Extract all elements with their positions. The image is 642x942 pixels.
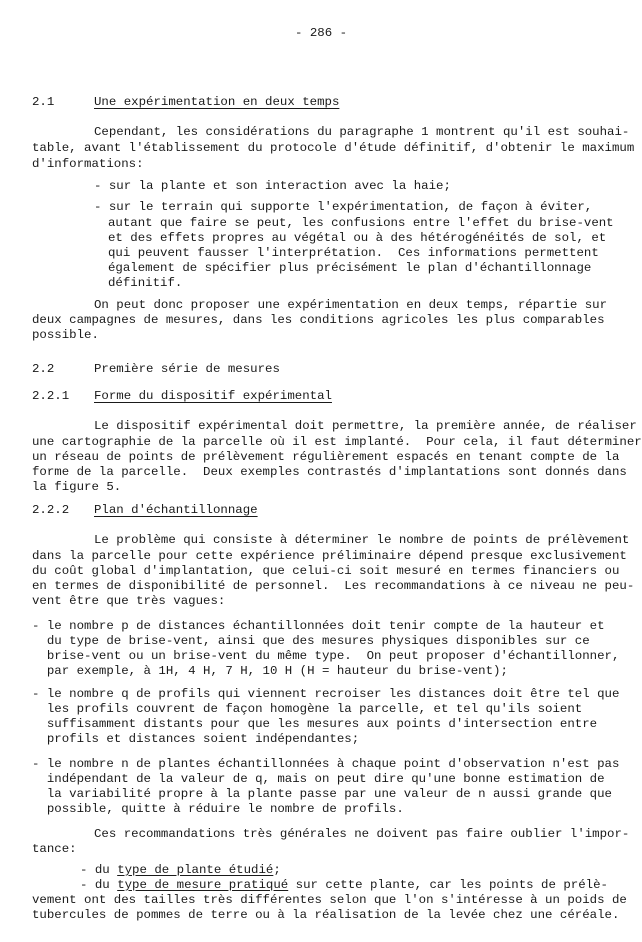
paragraph-line: tance: <box>32 842 77 856</box>
bullet-line: possible, quitte à réduire le nombre de profils. <box>32 802 404 816</box>
bullet-line: la variabilité propre à la plante passe par une valeur de n aussi grande que <box>32 787 612 801</box>
section-number: 2.2 <box>32 362 55 376</box>
bullet-line: du type de brise-vent, ainsi que des mesures physiques disponibles sur ce <box>32 634 590 648</box>
bullet-line: également de spécifier plus précisément le plan d'échantillonnage <box>108 261 592 275</box>
section-title: Première série de mesures <box>94 362 280 376</box>
bullet-line: - le nombre p de distances échantillonnées doit tenir compte de la hauteur et <box>32 619 605 633</box>
paragraph-line: Ces recommandations très générales ne doivent pas faire oublier l'impor- <box>94 827 630 841</box>
dash-item-line <box>80 864 281 876</box>
paragraph-line: tubercules de pommes de terre ou à la réalisation de la levée chez une céréale. <box>32 908 620 922</box>
dash-item-line <box>80 879 608 891</box>
paragraph-line: Cependant, les considérations du paragraphe 1 montrent qu'il est souhai- <box>94 125 630 139</box>
dash-prefix: - du <box>80 878 118 892</box>
page-number: - 286 - <box>294 26 348 40</box>
paragraph-line: du coût global d'implantation, que celui-ci soit mesuré en termes financiers ou <box>32 564 620 578</box>
dash-suffix: ; <box>273 863 281 877</box>
section-title: Forme du dispositif expérimental <box>94 389 332 403</box>
paragraph-line: deux campagnes de mesures, dans les conditions agricoles les plus comparables <box>32 313 605 327</box>
section-number: 2.2.2 <box>32 503 70 517</box>
paragraph-line: une cartographie de la parcelle où il est implanté. Pour cela, il faut déterminer <box>32 435 642 449</box>
dash-suffix: sur cette plante, car les points de prélè- <box>288 878 608 892</box>
paragraph-line: la figure 5. <box>32 480 122 494</box>
bullet-line: profils et distances soient indépendantes; <box>32 732 360 746</box>
section-number: 2.1 <box>32 95 55 109</box>
bullet-line: indépendant de la valeur de q, mais on peut dire qu'une bonne estimation de <box>32 772 605 786</box>
bullet-line: définitif. <box>108 276 183 290</box>
paragraph-line: vement ont des tailles très différentes selon que l'on s'intéresse à un poids de <box>32 893 627 907</box>
paragraph-line: possible. <box>32 328 99 342</box>
section-2-2-heading <box>32 362 280 376</box>
bullet-line: - le nombre q de profils qui viennent recroiser les distances doit être tel que <box>32 687 620 701</box>
section-2-2-2-heading <box>32 503 258 517</box>
underlined-term: type de mesure pratiqué <box>117 878 289 892</box>
underlined-term: type de plante étudié <box>117 863 274 877</box>
bullet-line: les profils couvrent de façon homogène la parcelle, et tel qu'ils soient <box>32 702 583 716</box>
paragraph-line: un réseau de points de prélèvement régulièrement espacés en tenant compte de la <box>32 450 620 464</box>
bullet-line: - le nombre n de plantes échantillonnées à chaque point d'observation n'est pas <box>32 757 620 771</box>
paragraph-line: vent être que très vagues: <box>32 594 226 608</box>
bullet-line: autant que faire se peut, les confusions entre l'effet du brise-vent <box>108 216 614 230</box>
bullet-line: brise-vent ou un brise-vent du même type. On peut proposer d'échantillonner, <box>32 649 620 663</box>
paragraph-line: en termes de disponibilité de personnel. Les recommandations à ce niveau ne peu- <box>32 579 635 593</box>
bullet-line: - sur la plante et son interaction avec la haie; <box>94 179 451 193</box>
section-2-1-heading <box>32 95 339 109</box>
section-title: Plan d'échantillonnage <box>94 503 258 517</box>
bullet-line: par exemple, à 1H, 4 H, 7 H, 10 H (H = hauteur du brise-vent); <box>32 664 508 678</box>
section-title: Une expérimentation en deux temps <box>94 95 340 109</box>
dash-prefix: - du <box>80 863 118 877</box>
bullet-line: qui peuvent fausser l'interprétation. Ces informations permettent <box>108 246 599 260</box>
bullet-line: suffisamment distants pour que les mesures aux points d'intersection entre <box>32 717 598 731</box>
paragraph-line: Le problème qui consiste à déterminer le nombre de points de prélèvement <box>94 533 630 547</box>
paragraph-line: d'informations: <box>32 157 144 171</box>
bullet-line: et des effets propres au végétal ou à des hétérogénéités de sol, et <box>108 231 607 245</box>
bullet-line: - sur le terrain qui supporte l'expérimentation, de façon à éviter, <box>94 200 593 214</box>
section-number: 2.2.1 <box>32 389 70 403</box>
paragraph-line: forme de la parcelle. Deux exemples contrastés d'implantations sont donnés dans <box>32 465 627 479</box>
section-2-2-1-heading <box>32 389 332 403</box>
paragraph-line: dans la parcelle pour cette expérience préliminaire dépend presque exclusivement <box>32 549 627 563</box>
paragraph-line: Le dispositif expérimental doit permettre, la première année, de réaliser <box>94 419 637 433</box>
paragraph-line: table, avant l'établissement du protocole d'étude définitif, d'obtenir le maximum <box>32 141 635 155</box>
paragraph-line: On peut donc proposer une expérimentation en deux temps, répartie sur <box>94 298 608 312</box>
